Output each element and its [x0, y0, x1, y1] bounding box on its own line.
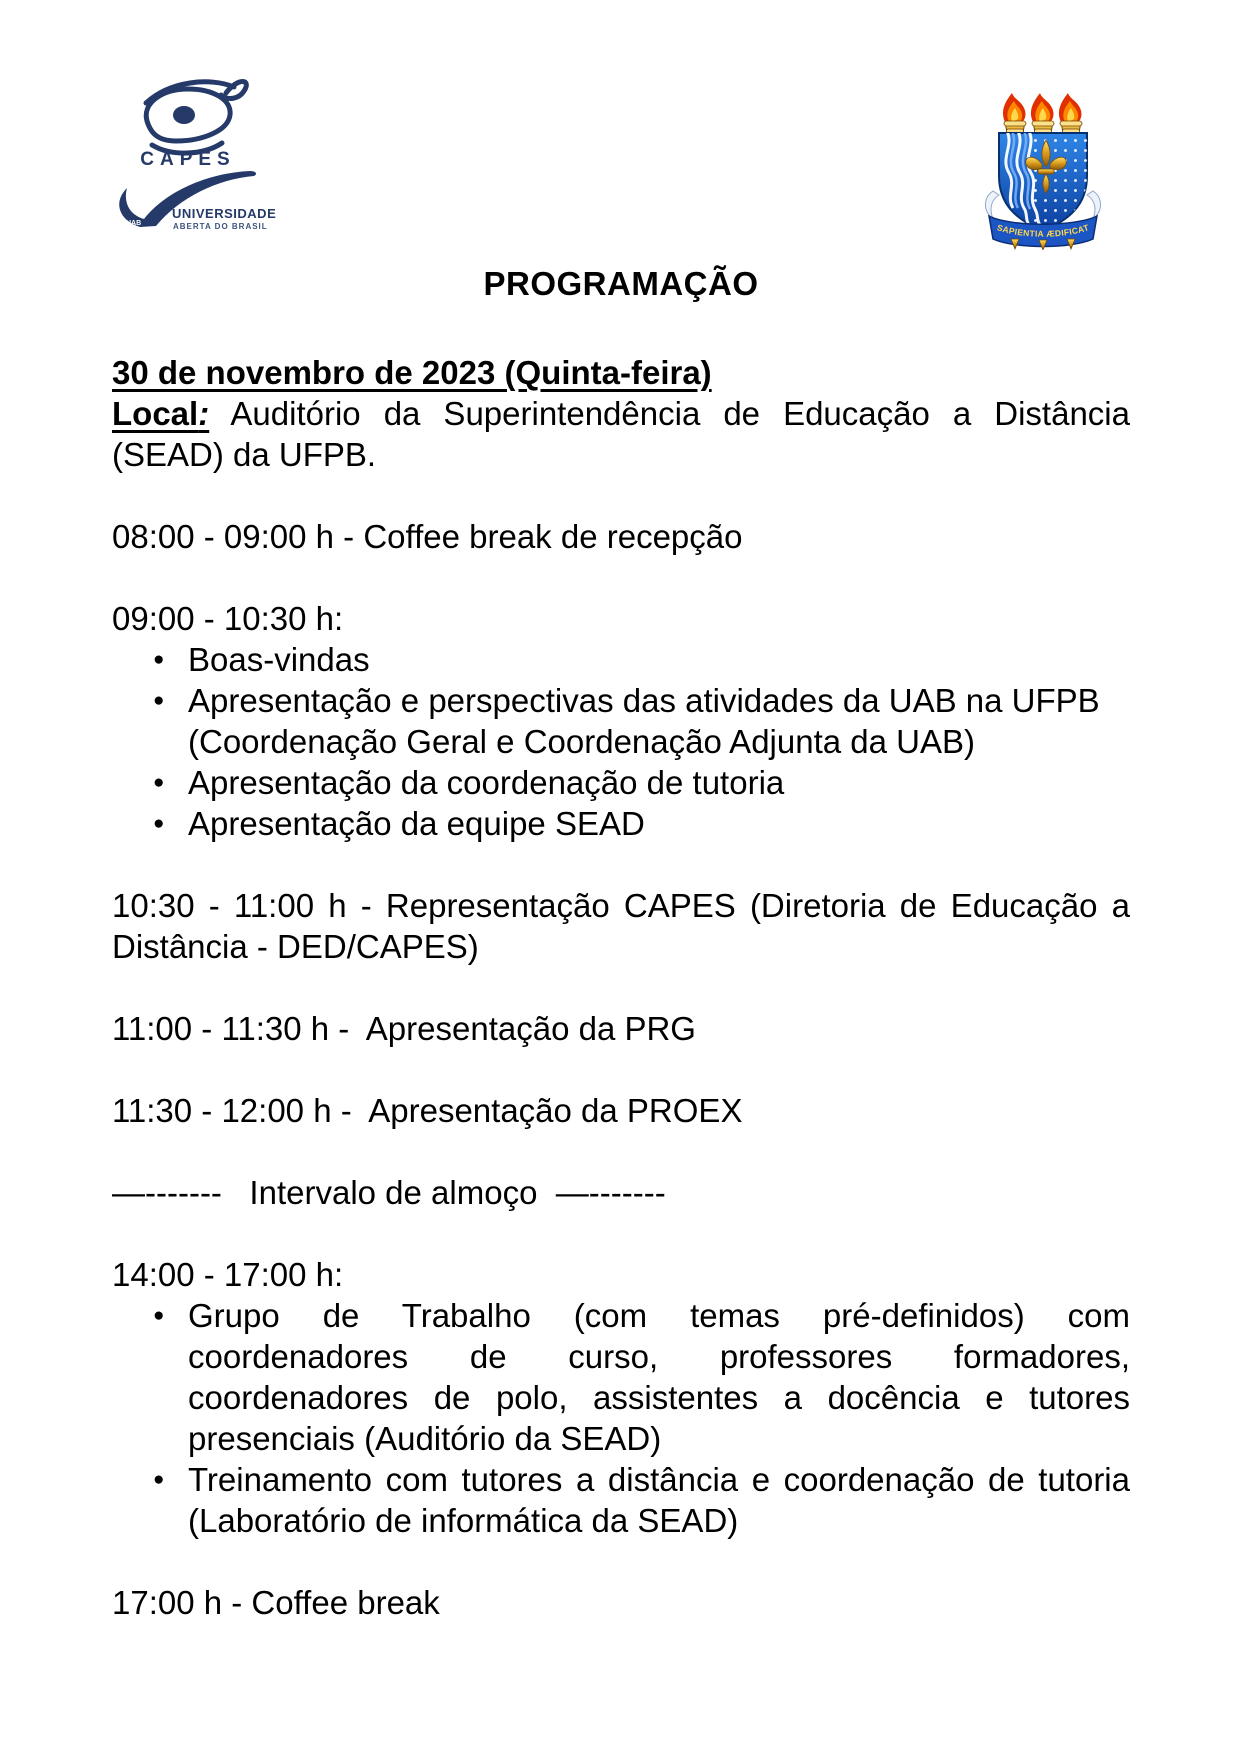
slot-1030: 10:30 - 11:00 h - Representação CAPES (Diretoria de Educação a Distância - DED/CAPES) — [112, 887, 1140, 965]
date-heading: 30 de novembro de 2023 (Quinta-feira) — [112, 354, 712, 391]
bullet-item: ● Apresentação da equipe SEAD — [112, 803, 1130, 844]
capes-label: CAPES — [140, 149, 236, 170]
ufpb-crest-icon — [983, 78, 1103, 250]
slot-1400-items — [112, 1295, 1130, 1541]
crest-motto: SAPIENTIA ÆDIFICAT — [995, 222, 1091, 239]
slot-1400: 14:00 - 17:00 h: — [112, 1256, 344, 1293]
crest-left-ornament — [985, 191, 999, 219]
location-line — [112, 393, 1130, 475]
slot-1100: 11:00 - 11:30 h - Apresentação da PRG — [112, 1010, 696, 1047]
bullet-item: ● Apresentação da coordenação de tutoria — [112, 762, 1130, 803]
uab-line1: UNIVERSIDADE — [172, 206, 277, 221]
uab-acronym: UAB — [126, 220, 142, 227]
document-body — [112, 352, 1140, 1623]
page-title: PROGRAMAÇÃO — [483, 265, 759, 302]
capes-uab-logo-icon — [100, 75, 280, 235]
crest-right-ornament — [1087, 191, 1101, 219]
slot-0800: 08:00 - 09:00 h - Coffee break de recepção — [112, 518, 743, 555]
bullet-item: ● Treinamento com tutores a distância e coordenação de tutoria (Laboratório de informática da SEAD) — [112, 1459, 1130, 1541]
bullet-item: ● Boas-vindas — [112, 639, 1130, 680]
lunch-break: —------- Intervalo de almoço —------- — [112, 1174, 666, 1211]
capes-eye-icon — [146, 82, 246, 154]
slot-0900-items — [112, 639, 1130, 844]
bullet-item: ● Grupo de Trabalho (com temas pré-definidos) com coordenadores de curso, professores formadores, coordenadores de polo, assistentes a docência e tutores presenciais (Auditório da SEAD) — [112, 1295, 1130, 1459]
capes-eye-pupil — [173, 106, 195, 124]
slot-1130: 11:30 - 12:00 h - Apresentação da PROEX — [112, 1092, 743, 1129]
schedule — [112, 516, 1140, 1623]
location-text: Auditório da Superintendência de Educação a Distância (SEAD) da UFPB. — [112, 395, 1130, 473]
header — [0, 0, 1242, 250]
location-label: Local — [112, 395, 199, 432]
slot-1700: 17:00 h - Coffee break — [112, 1584, 440, 1621]
bullet-item: ● Apresentação e perspectivas das atividades da UAB na UFPB (Coordenação Geral e Coordenação Adjunta da UAB) — [112, 680, 1130, 762]
location-colon: : — [198, 395, 210, 432]
uab-line2: ABERTA DO BRASIL — [173, 222, 268, 231]
slot-0900: 09:00 - 10:30 h: — [112, 600, 344, 637]
